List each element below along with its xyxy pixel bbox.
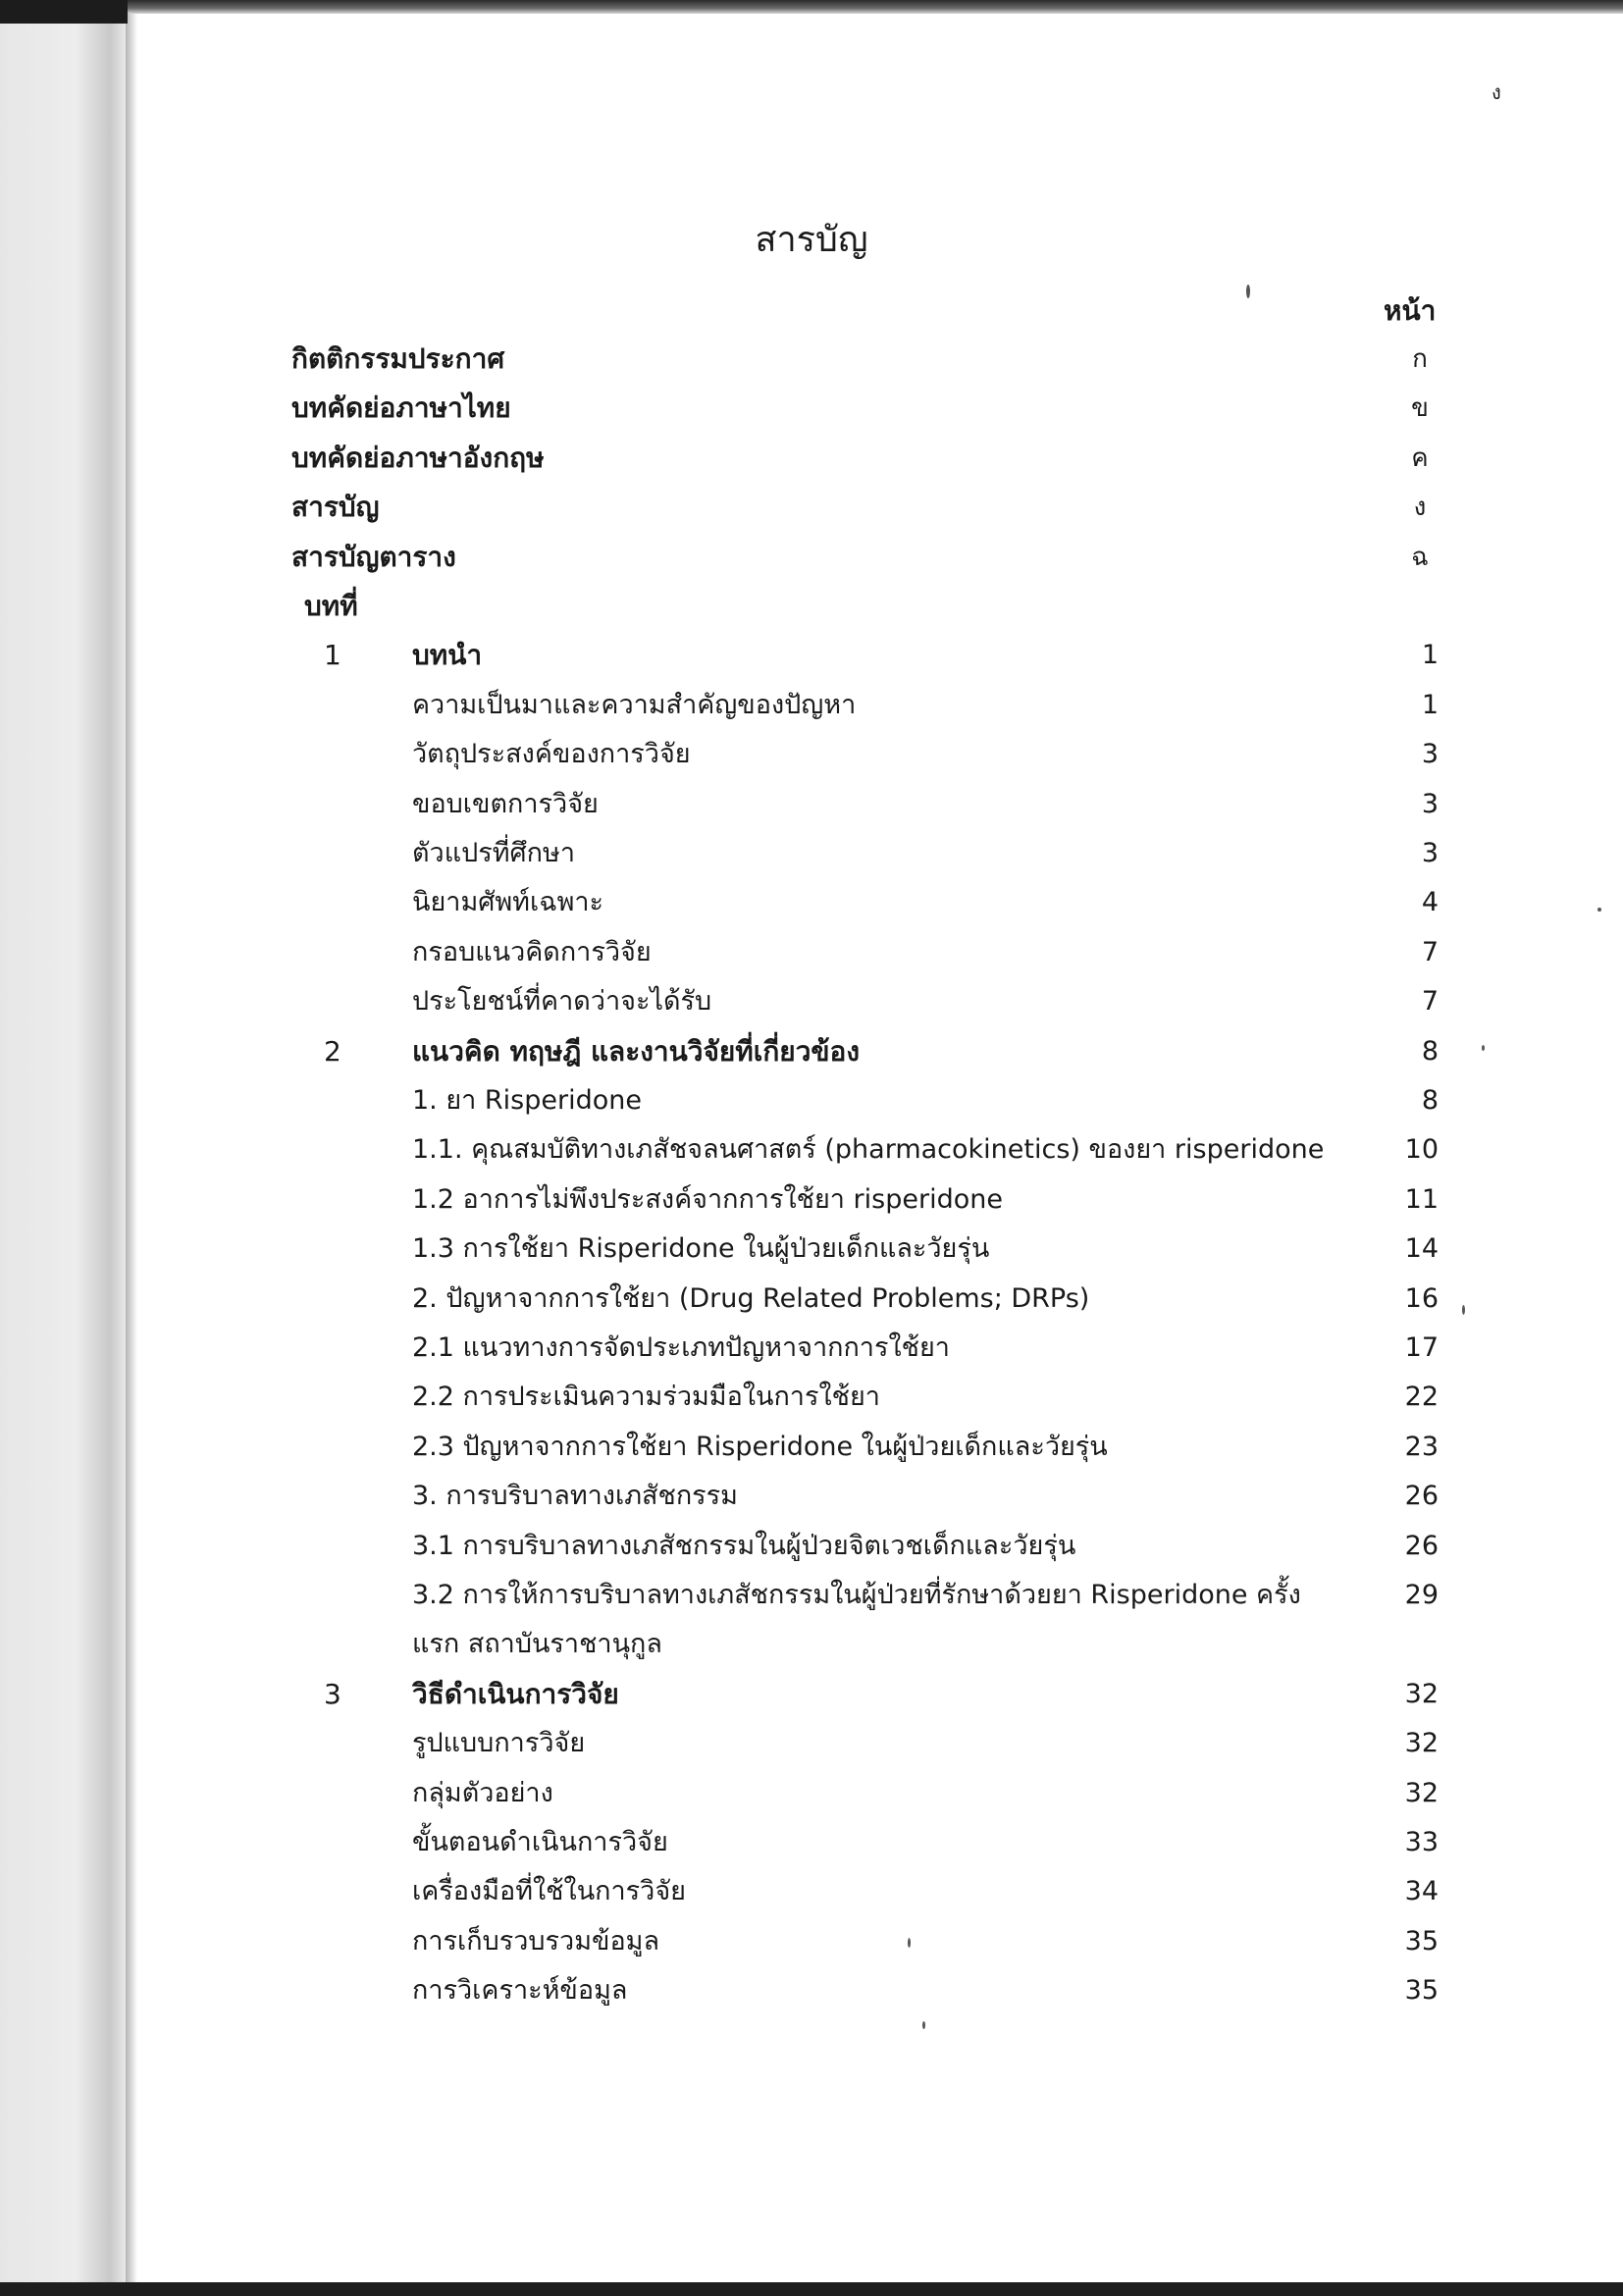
- toc-chapter-page: 32: [1404, 1678, 1439, 1709]
- toc-entry-page: 8: [1421, 1085, 1439, 1116]
- toc-front-label: บทคัดย่อภาษาอังกฤษ: [291, 441, 545, 474]
- toc-entry-label: ตัวแปรที่ศึกษา: [412, 838, 575, 868]
- toc-chapter-page: 1: [1421, 640, 1439, 671]
- scan-top-edge: [0, 0, 1623, 14]
- toc-chapter-number: 1: [324, 639, 341, 672]
- toc-entry-page: 17: [1404, 1332, 1439, 1363]
- toc-entry-page: 33: [1404, 1827, 1439, 1857]
- toc-entry-label: ขอบเขตการวิจัย: [412, 788, 599, 819]
- toc-entry-page: 1: [1421, 689, 1439, 720]
- toc-entry-label: ประโยชน์ที่คาดว่าจะได้รับ: [412, 986, 712, 1018]
- toc-entry-page: 3: [1421, 838, 1439, 868]
- toc-chapter-number: 3: [324, 1677, 341, 1710]
- page-column-header: หน้า: [1384, 294, 1437, 327]
- toc-entry-label: การวิเคราะห์ข้อมูล: [412, 1975, 628, 2007]
- toc-entry-page: 35: [1404, 1925, 1439, 1957]
- toc-chapter-number: 2: [324, 1034, 341, 1068]
- toc-entry-label: ขั้นตอนดำเนินการวิจัย: [412, 1827, 668, 1857]
- toc-entry-label: 1. ยา Risperidone: [412, 1085, 642, 1116]
- toc-entry-label: 2.1 แนวทางการจัดประเภทปัญหาจากการใช้ยา: [412, 1332, 950, 1363]
- toc-front-label: กิตติกรรมประกาศ: [291, 342, 505, 375]
- scan-speck: [1482, 1045, 1485, 1051]
- toc-front-page: ก: [1412, 344, 1428, 374]
- toc-entry-label: 1.1. คุณสมบัติทางเภสัชจลนศาสตร์ (pharmacokinetics) ของยา risperidone: [412, 1134, 1325, 1166]
- toc-entry-label: 2.3 ปัญหาจากการใช้ยา Risperidone ในผู้ป่วยเด็กและวัยรุ่น: [412, 1431, 1108, 1462]
- scan-speck: [922, 2021, 925, 2029]
- scan-bottom-edge: [0, 2282, 1623, 2296]
- toc-entry-page: 35: [1404, 1975, 1439, 2007]
- toc-entry-label: 1.2 อาการไม่พึงประสงค์จากการใช้ยา risperidone: [412, 1183, 1003, 1215]
- toc-front-page: ข: [1411, 393, 1429, 424]
- toc-entry-label: 3.1 การบริบาลทางเภสัชกรรมในผู้ป่วยจิตเวชเด็กและวัยรุ่น: [412, 1530, 1076, 1561]
- toc-entry-page: 32: [1404, 1777, 1439, 1808]
- toc-entry-page: 16: [1404, 1282, 1439, 1314]
- toc-entry-label: 3. การบริบาลทางเภสัชกรรม: [412, 1481, 738, 1512]
- toc-front-label: สารบัญตาราง: [291, 540, 456, 573]
- toc-entry-label: วัตถุประสงค์ของการวิจัย: [412, 739, 691, 770]
- toc-front-label: บทคัดย่อภาษาไทย: [291, 391, 511, 425]
- page-title: สารบัญ: [755, 220, 868, 260]
- scan-binding-shadow: [0, 0, 137, 2296]
- toc-entry-label: กรอบแนวคิดการวิจัย: [412, 936, 652, 967]
- toc-entry-page: 10: [1404, 1134, 1439, 1166]
- toc-chapter-page: 8: [1421, 1035, 1439, 1067]
- toc-entry-label: รูปแบบการวิจัย: [412, 1728, 586, 1759]
- toc-entry-label: 2.2 การประเมินความร่วมมือในการใช้ยา: [412, 1382, 880, 1413]
- toc-chapter-title: วิธีดำเนินการวิจัย: [412, 1677, 619, 1710]
- toc-entry-page: 29: [1404, 1580, 1439, 1610]
- toc-entry-page: 23: [1404, 1431, 1439, 1462]
- toc-entry-label: กลุ่มตัวอย่าง: [412, 1777, 553, 1808]
- toc-entry-label: แรก สถาบันราชานุกูล: [412, 1629, 662, 1660]
- toc-entry-page: 3: [1421, 739, 1439, 770]
- scan-speck: [1246, 285, 1250, 298]
- toc-entry-label: การเก็บรวบรวมข้อมูล: [412, 1925, 660, 1957]
- scan-speck: [1462, 1305, 1465, 1315]
- toc-entry-page: 3: [1421, 788, 1439, 819]
- toc-chapter-heading: บทที่: [304, 590, 358, 622]
- toc-entry-page: 32: [1404, 1728, 1439, 1759]
- toc-entry-page: 26: [1404, 1530, 1439, 1561]
- toc-front-page: ฉ: [1411, 542, 1429, 572]
- toc-front-page: ค: [1411, 443, 1429, 473]
- toc-chapter-title: แนวคิด ทฤษฎี และงานวิจัยที่เกี่ยวข้อง: [412, 1034, 861, 1068]
- toc-entry-label: 3.2 การให้การบริบาลทางเภสัชกรรมในผู้ป่วยที่รักษาด้วยยา Risperidone ครั้ง: [412, 1580, 1301, 1610]
- toc-entry-page: 7: [1421, 986, 1439, 1018]
- scan-speck: [1597, 908, 1601, 912]
- toc-entry-page: 11: [1404, 1183, 1439, 1215]
- toc-entry-page: 22: [1404, 1382, 1439, 1413]
- toc-entry-label: 1.3 การใช้ยา Risperidone ในผู้ป่วยเด็กและวัยรุ่น: [412, 1233, 990, 1265]
- toc-entry-label: ความเป็นมาและความสำคัญของปัญหา: [412, 689, 857, 720]
- toc-front-page: ง: [1413, 493, 1427, 523]
- toc-entry-label: 2. ปัญหาจากการใช้ยา (Drug Related Problems; DRPs): [412, 1282, 1090, 1314]
- toc-entry-label: เครื่องมือที่ใช้ในการวิจัย: [412, 1876, 686, 1907]
- toc-entry-label: นิยามศัพท์เฉพาะ: [412, 887, 604, 918]
- scan-binding-edge: [126, 0, 137, 2296]
- toc-entry-page: 4: [1421, 887, 1439, 918]
- scan-top-corner: [0, 0, 128, 24]
- scan-speck: [908, 1938, 911, 1948]
- toc-chapter-title: บทนำ: [412, 639, 483, 672]
- toc-entry-page: 14: [1404, 1233, 1439, 1265]
- page-number: ง: [1492, 80, 1501, 104]
- toc-entry-page: 34: [1404, 1876, 1439, 1907]
- toc-front-label: สารบัญ: [291, 491, 380, 524]
- toc-entry-page: [1370, 1620, 1439, 1669]
- toc-entry-page: 7: [1421, 936, 1439, 967]
- toc-entry-page: 26: [1404, 1481, 1439, 1512]
